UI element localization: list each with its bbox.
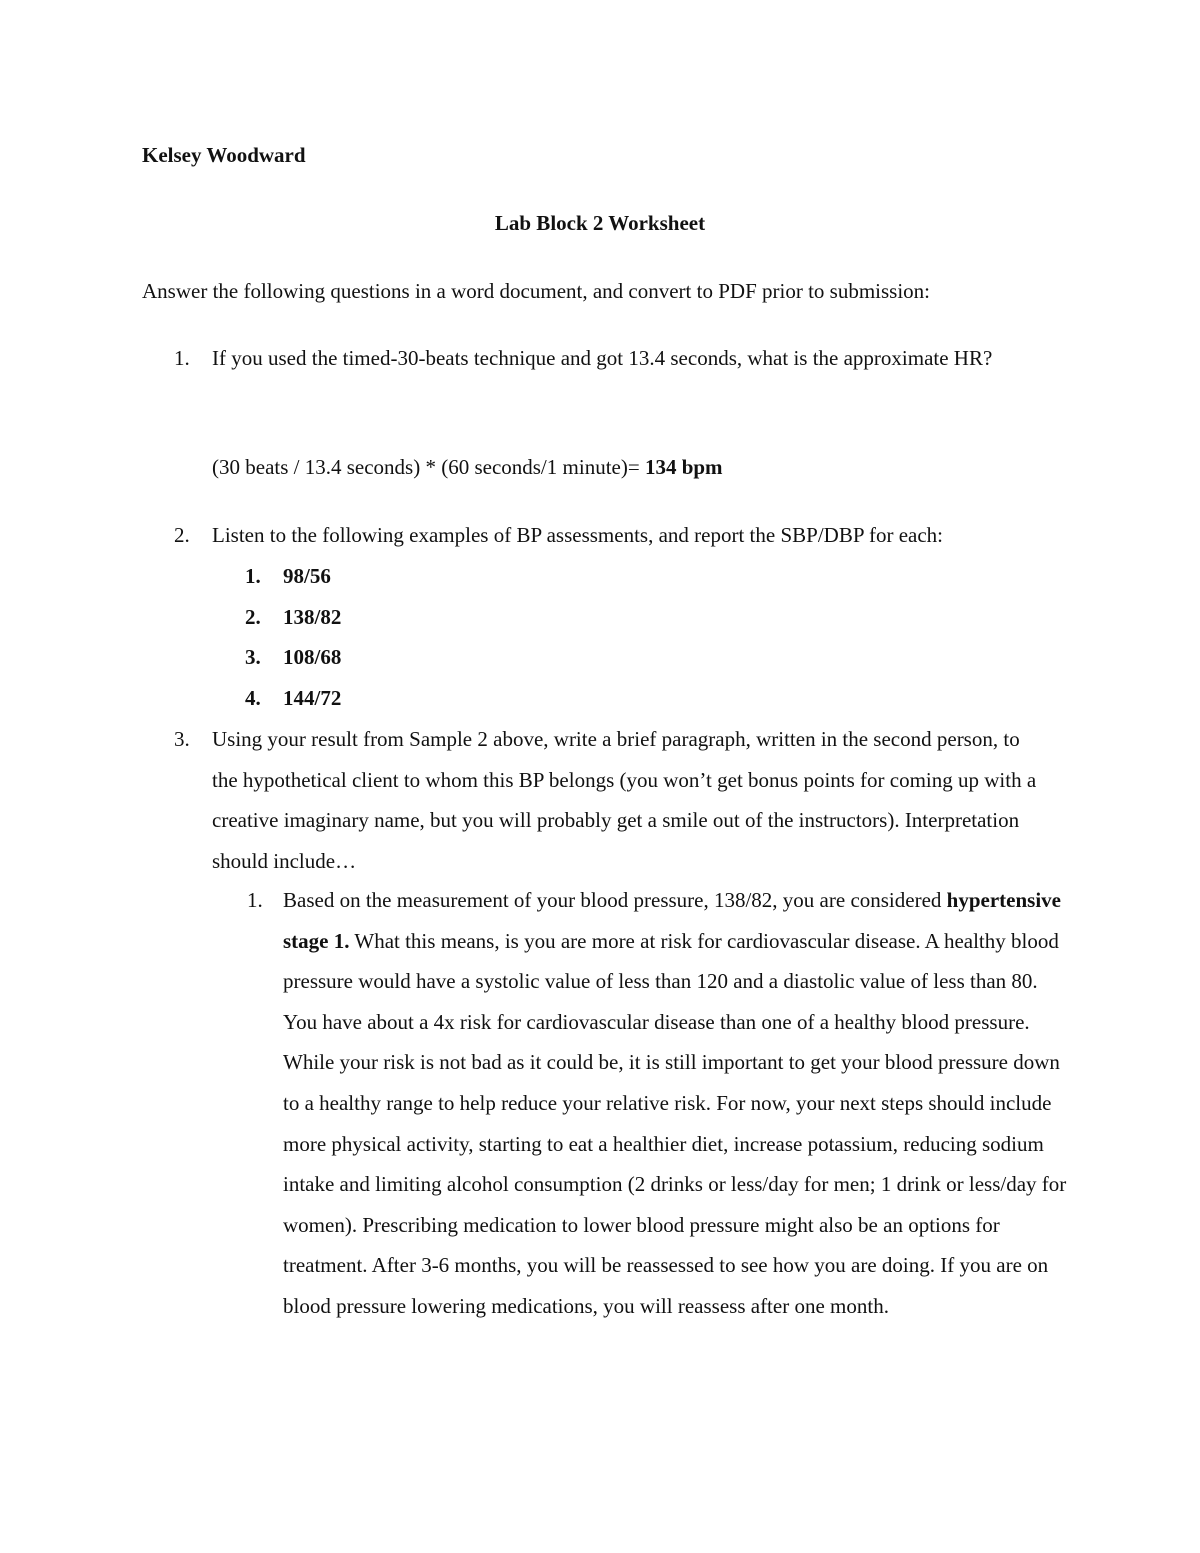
question-1-text: If you used the timed-30-beats technique and got 13.4 seconds, what is the approximate HR? <box>212 346 993 370</box>
instructions: Answer the following questions in a word document, and convert to PDF prior to submission: <box>142 279 931 303</box>
page-title: Lab Block 2 Worksheet <box>494 211 706 235</box>
bp-answer-value: 108/68 <box>283 645 342 669</box>
calculation-result: 134 bpm <box>644 455 723 479</box>
bp-answer-number: 3. <box>245 645 261 669</box>
answer-intro: Based on the measurement of your blood pressure, 138/82, you are considered <box>283 888 947 912</box>
bp-answer-value: 138/82 <box>283 605 342 629</box>
answer-body: What this means, is you are more at risk for cardiovascular disease. A healthy blood pressure would have a systolic value of less than 120 and a diastolic value of less than 80. You have about a 4x risk for cardiovascular disease than one of a healthy blood pressure. While your risk is not bad as it could be, it is still important to get your blood pressure down to a healthy range to help reduce your relative risk. For now, your next steps should include more physical activity, starting to eat a healthier diet, increase potassium, reducing sodium intake and limiting alcohol consumption (2 drinks or less/day for men; 1 drink or less/day for women). Prescribing medication to lower blood pressure might also be an options for treatment. After 3-6 months, you will be reassessed to see how you are doing. If you are on blood pressure lowering medications, you will reassess after one month. <box>283 928 1067 1318</box>
question-2-text: Listen to the following examples of BP assessments, and report the SBP/DBP for each: <box>212 523 944 547</box>
question-3-text: Using your result from Sample 2 above, write a brief paragraph, written in the second person, to the hypothetical client to whom this BP belongs (you won’t get bonus points for coming up with a creative imaginary name, but you will probably get a smile out of the instructors). Interpretation should include… <box>212 727 1037 873</box>
bp-answer-number: 4. <box>245 686 261 710</box>
answer-highlight: hypertensive stage 1. <box>283 888 1061 953</box>
bp-answer-value: 98/56 <box>283 564 331 588</box>
bp-answer-number: 1. <box>245 564 261 588</box>
question-3-answer-number: 1. <box>247 888 263 912</box>
bp-answer-number: 2. <box>245 605 261 629</box>
calculation-expression: (30 beats / 13.4 seconds) * (60 seconds/1 minute)= <box>212 455 645 479</box>
question-3-answer <box>283 880 1073 1327</box>
question-2-number: 2. <box>174 523 190 547</box>
bp-answer-value: 144/72 <box>283 686 342 710</box>
question-3-number: 3. <box>174 727 190 751</box>
author-name: Kelsey Woodward <box>142 143 306 167</box>
question-1-number: 1. <box>174 346 190 370</box>
question-1-calculation <box>212 455 723 480</box>
